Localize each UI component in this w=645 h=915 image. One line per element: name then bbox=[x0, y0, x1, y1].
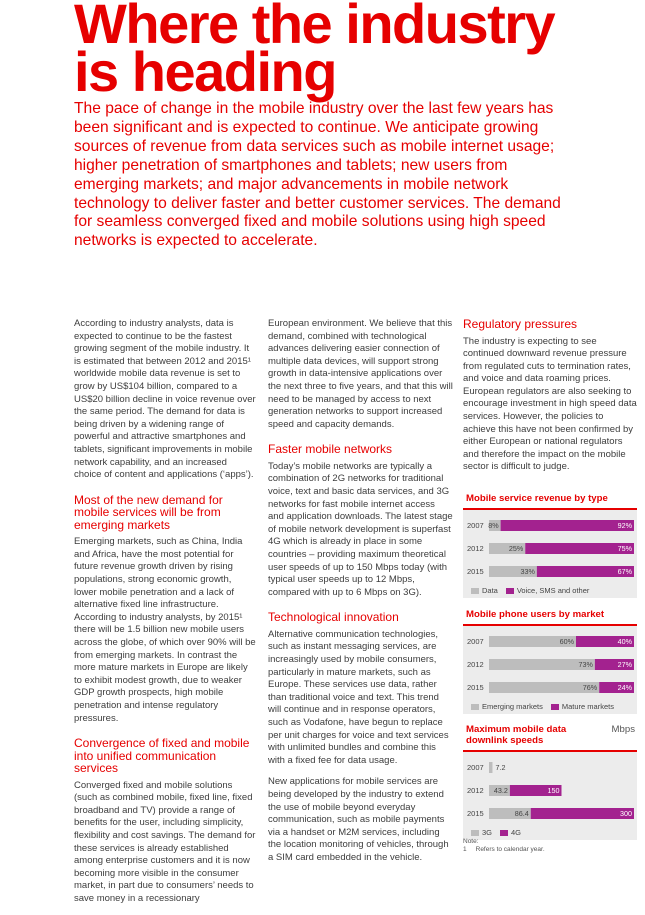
data-label-2015-0: 33% bbox=[520, 567, 535, 576]
chart-panel-users bbox=[463, 609, 637, 714]
data-label-2015-1: 24% bbox=[617, 683, 632, 692]
legend-item bbox=[471, 828, 492, 837]
legend-swatch bbox=[500, 830, 508, 836]
col2-paragraph-3: Alternative communication technologies, such as instant messaging services, are increasingly used by mobile consumers, particularly in mature markets, such as Europe. These services use data, rather than traditional voice and text. This trend will continue and in response operators, such as Vodafone, have begun to replace per unit charges for voice and text services with unlimited bundles and combine this with a fixed fee for data usage. bbox=[268, 628, 449, 766]
col2-paragraph-4: New applications for mobile services are being developed by the industry to extend the use of mobile beyond everyday communication, such as mobile payments via a handset or M2M services, including the location monitoring of vehicles, through a SIM card embedded in the vehicle. bbox=[268, 776, 449, 863]
legend-label: Emerging markets bbox=[482, 702, 543, 711]
legend-label: 3G bbox=[482, 828, 493, 837]
heading-regulatory: Regulatory pressures bbox=[463, 317, 578, 331]
data-label-2012-1: 27% bbox=[617, 660, 632, 669]
legend-item bbox=[551, 702, 614, 711]
data-label-3g-2012: 43.2 bbox=[493, 786, 508, 795]
legend-revenue bbox=[463, 586, 637, 598]
data-label-4g-2012: 150 bbox=[547, 786, 560, 795]
col2-paragraph-2: Today’s mobile networks are typically a combination of 2G networks for traditional voice, text and basic data services, and 3G networks for fast mobile internet access and application downloads. The latest stage of mobile network development is superfast 4G which is already in place in some countries – providing maximum theoretical user speeds of up to 150 Mbps today (with typical user speeds up to 12 Mbps, compared with up to 6 Mbps on 3G). bbox=[268, 460, 453, 598]
data-label-3g-2015: 86.4 bbox=[514, 809, 529, 818]
heading-emerging-markets: Most of the new demand for mobile services will be from emerging markets bbox=[74, 492, 223, 532]
chart-panel-revenue bbox=[463, 493, 637, 598]
chart-title-speeds-text: Maximum mobile data downlink speeds bbox=[466, 724, 567, 746]
legend-item bbox=[471, 586, 498, 595]
col2-paragraph-1: European environment. We believe that this demand, combined with technological advances delivering easier connection of multiple data devices, will support strong growth in data-intensive applications over the next three to five years, and that this will need to be managed by access to next generation networks to support increased speed and capacity demands. bbox=[268, 318, 453, 430]
chart-title-speeds bbox=[463, 724, 637, 752]
legend-swatch bbox=[471, 704, 479, 710]
footnote bbox=[463, 838, 545, 854]
data-label-2015-0: 76% bbox=[582, 683, 598, 692]
legend-item bbox=[500, 828, 521, 837]
bar-4g-2015 bbox=[531, 808, 634, 819]
heading-faster-networks: Faster mobile networks bbox=[268, 442, 393, 457]
page-title-line-2: is heading bbox=[74, 40, 336, 103]
data-label-3g-2007: 7.2 bbox=[495, 763, 506, 772]
category-label-2007: 2007 bbox=[467, 637, 484, 646]
col1-paragraph-2: Emerging markets, such as China, India and Africa, have the most potential for future revenue growth driven by rising populations, strong economic growth, lower mobile penetration and a lack of alternative fixed line infrastructure. According to industry analysts, by 2015¹ there will be 1.5 billion new mobile users across the globe, of which over 90% will be from emerging markets. In contrast the more mature markets in Europe are likely to exhibit modest growth, due to weaker GDP growth prospects, high mobile penetration and intense regulatory pressures. bbox=[74, 536, 256, 724]
legend-swatch bbox=[551, 704, 559, 710]
chart-revenue bbox=[463, 510, 637, 586]
category-label-2015: 2015 bbox=[467, 683, 484, 692]
category-label-2015: 2015 bbox=[467, 567, 484, 576]
legend-label: Voice, SMS and other bbox=[516, 586, 590, 595]
col1-paragraph-3: Converged fixed and mobile solutions (such as combined mobile, fixed line, fixed broadband and TV) provide a range of benefits for the user, including simplicity, flexibility and cost savings. The demand for these services is already established among enterprise customers and it is now becoming more visible in the consumer market, in part due to consumers’ needs to save money in a recessionary bbox=[74, 779, 256, 904]
legend-item bbox=[506, 586, 590, 595]
legend-swatch bbox=[471, 830, 479, 836]
category-label-2007: 2007 bbox=[467, 521, 484, 530]
chart-unit-speeds: Mbps bbox=[611, 724, 635, 735]
data-label-2007-1: 40% bbox=[617, 637, 632, 646]
page-title-line-1: Where the industry bbox=[74, 0, 555, 55]
category-label-2012: 2012 bbox=[467, 786, 484, 795]
heading-convergence: Convergence of fixed and mobile into unified communication services bbox=[74, 736, 250, 776]
data-label-4g-2015: 300 bbox=[620, 809, 632, 818]
chart-users bbox=[463, 626, 637, 702]
category-label-2012: 2012 bbox=[467, 544, 484, 553]
bar-3g-2007 bbox=[489, 762, 492, 773]
data-label-2012-0: 25% bbox=[508, 544, 524, 553]
chart-speeds bbox=[463, 752, 637, 828]
legend-label: 4G bbox=[511, 828, 522, 837]
chart-title-revenue-text: Mobile service revenue by type bbox=[466, 493, 608, 504]
page-title bbox=[74, 0, 555, 103]
footnote-line bbox=[463, 846, 545, 854]
footnote-label: Note: bbox=[463, 838, 479, 845]
legend-item bbox=[471, 702, 543, 711]
chart-title-users bbox=[463, 609, 637, 626]
data-label-2007-1: 92% bbox=[617, 521, 632, 530]
column-1 bbox=[74, 318, 256, 915]
category-label-2015: 2015 bbox=[467, 809, 484, 818]
column-3 bbox=[463, 318, 638, 483]
data-label-2007-0: 60% bbox=[559, 637, 574, 646]
legend-users bbox=[463, 702, 637, 714]
heading-tech-innovation: Technological innovation bbox=[268, 610, 399, 625]
chart-title-users-text: Mobile phone users by market bbox=[466, 609, 605, 620]
bar-voice-sms-and-other-2007 bbox=[501, 520, 634, 531]
chart-panel-speeds bbox=[463, 724, 637, 840]
legend-swatch bbox=[506, 588, 514, 594]
col3-paragraph-1: The industry is expecting to see continued downward revenue pressure from regulated cuts to termination rates, and voice and data roaming prices. European regulators are also seeking to encourage investment in high speed data services. However, the policies to achieve this have not been confirmed by either European or national regulators and therefore the impact on the mobile sector is difficult to judge. bbox=[463, 335, 637, 473]
column-2 bbox=[268, 318, 453, 874]
data-label-2007-0: 8% bbox=[488, 521, 499, 530]
chart-title-revenue bbox=[463, 493, 637, 510]
data-label-2012-1: 75% bbox=[617, 544, 632, 553]
category-label-2012: 2012 bbox=[467, 660, 484, 669]
footnote-text: Refers to calendar year. bbox=[475, 846, 545, 853]
data-label-2012-0: 73% bbox=[578, 660, 593, 669]
data-label-2015-1: 67% bbox=[617, 567, 632, 576]
legend-label: Data bbox=[482, 586, 498, 595]
col1-paragraph-1: According to industry analysts, data is expected to continue to be the fastest growing segment of the mobile industry. It is estimated that between 2012 and 2015¹ worldwide mobile data revenue is set to grow by US$104 billion, compared to a US$20 billion decline in voice revenue over the same period. The demand for data is being driven by a widening range of powerful and attractive smartphones and tablets, significant improvements in mobile network capability, and an increased choice of content and applications (‘apps’). bbox=[74, 318, 256, 481]
footnote-marker: 1 bbox=[463, 846, 467, 853]
legend-swatch bbox=[471, 588, 479, 594]
category-label-2007: 2007 bbox=[467, 763, 484, 772]
legend-label: Mature markets bbox=[561, 702, 614, 711]
intro-paragraph: The pace of change in the mobile industry over the last few years has been significant and is expected to continue. We anticipate growing sources of revenue from data services such as mobile internet usage; higher penetration of smartphones and tablets; new users from emerging markets; and major advancements in mobile network technology to deliver faster and better customer services. The demand for seamless converged fixed and mobile solutions using high speed networks is expected to accelerate. bbox=[74, 100, 561, 250]
